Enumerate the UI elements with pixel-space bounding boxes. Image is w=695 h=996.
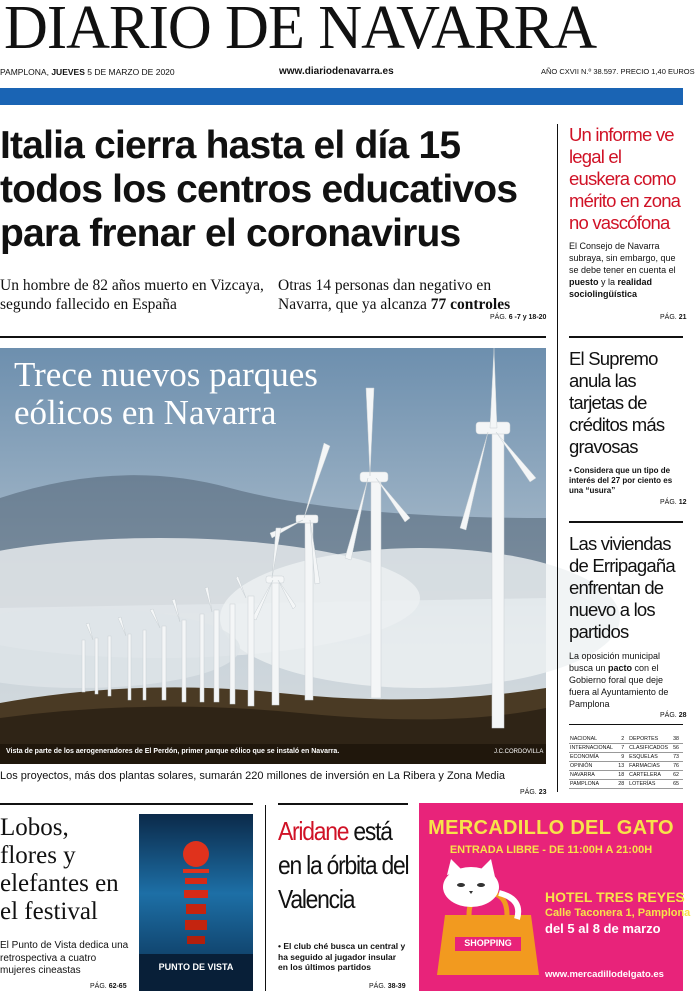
index-row	[569, 762, 683, 771]
photo-subtitle: Los proyectos, más dos plantas solares, sumarán 220 millones de inversión en La Ribera y Zona Media	[0, 770, 506, 782]
mercadillo-ad[interactable]	[419, 803, 691, 991]
index-page: 65	[671, 780, 683, 789]
photo-caption: Vista de parte de los aerogeneradores de El Perdón, primer parque eólico que se instaló en Navarra.	[6, 748, 340, 755]
main-page-ref: PÁG. 6 -7 y 18-20	[490, 314, 547, 321]
index-row	[569, 780, 683, 789]
index-section: ESQUELAS	[628, 753, 671, 762]
festival-headline[interactable]: Lobos, flores y elefantes en el festival	[0, 814, 119, 925]
story-supremo-headline[interactable]: El Supremo anula las tarjetas de créditos más gravosas	[569, 348, 665, 457]
divider	[569, 724, 683, 725]
aridane-bullet: • El club ché busca un central y ha seguido al jugador insular en los últimos partidos	[278, 941, 406, 972]
festival-page-ref: PÁG. 62-65	[90, 983, 127, 990]
story-supremo-bullet: • Considera que un tipo de interés del 27 por ciento es una “usura”	[569, 466, 673, 495]
index-section: CLASIFICADOS	[628, 744, 671, 753]
ad-url[interactable]: www.mercadillodelgato.es	[545, 969, 664, 980]
index-page: 38	[671, 735, 683, 744]
index-section: CARTELERA	[628, 771, 671, 780]
aridane-page-ref: PÁG. 38-39	[369, 983, 406, 990]
divider	[0, 803, 253, 805]
main-headline[interactable]: Italia cierra hasta el día 15 todos los centros educativos para frenar el coronavirus	[0, 124, 518, 255]
index-row	[569, 735, 683, 744]
bullet-icon: •	[278, 941, 284, 951]
index-row	[569, 753, 683, 762]
index-row	[569, 771, 683, 780]
divider	[278, 803, 408, 805]
photo-credit: J.C.CORDOVILLA	[494, 749, 544, 755]
column-divider	[265, 805, 266, 991]
index-row	[569, 744, 683, 753]
divider	[569, 336, 683, 338]
ad-subtitle: ENTRADA LIBRE - DE 11:00H A 21:00H	[449, 844, 653, 856]
index-section: NAVARRA	[569, 771, 617, 780]
index-section: FARMACIAS	[628, 762, 671, 771]
ad-bag-label: SHOPPING	[464, 938, 512, 948]
story-euskera-headline[interactable]: Un informe ve legal el euskera como mérito en zona no vascófona	[569, 124, 681, 233]
index-section: NACIONAL	[569, 735, 617, 744]
main-subhead-left: Un hombre de 82 años muerto en Vizcaya, segundo fallecido en España	[0, 277, 264, 313]
photo-headline[interactable]: Trece nuevos parques eólicos en Navarra	[14, 355, 318, 432]
dateline: PAMPLONA, JUEVES 5 DE MARZO DE 2020	[0, 67, 175, 77]
festival-text: El Punto de Vista dedica una retrospectiva a cuatro mujeres cineastas	[0, 940, 129, 976]
edition-info: AÑO CXVII N.º 38.597. PRECIO 1,40 EUROS	[541, 67, 695, 76]
index-page: 13	[617, 762, 629, 771]
index-page: 56	[671, 744, 683, 753]
story-erripagana-headline[interactable]: Las viviendas de Erripagaña enfrentan de nuevo a los partidos	[569, 533, 675, 642]
index-page: 9	[617, 753, 629, 762]
index-section: ECONOMÍA	[569, 753, 617, 762]
masthead-logo: DIARIO DE NAVARRA	[4, 0, 597, 62]
index-section: PAMPLONA	[569, 780, 617, 789]
ad-hotel: HOTEL TRES REYES	[545, 889, 685, 905]
story-erripagana-page-ref: PÁG. 28	[660, 712, 687, 719]
index-page: 2	[617, 735, 629, 744]
index-page: 76	[671, 762, 683, 771]
column-divider	[557, 124, 558, 792]
ad-dates: del 5 al 8 de marzo	[545, 921, 661, 936]
divider	[569, 521, 683, 523]
index-page: 7	[617, 744, 629, 753]
index-page: 62	[671, 771, 683, 780]
festival-poster[interactable]	[139, 814, 253, 991]
website-link[interactable]: www.diariodenavarra.es	[279, 66, 394, 77]
index-section: DEPORTES	[628, 735, 671, 744]
aridane-headline[interactable]: Aridane está en la órbita del Valencia	[278, 816, 409, 914]
story-euskera-text: El Consejo de Navarra subraya, sin embargo, que se debe tener en cuenta el puesto y la realidad sociolingüística	[569, 241, 676, 299]
blue-header-bar	[0, 88, 683, 105]
story-erripagana-text: La oposición municipal busca un pacto con el Gobierno foral que deje fuera al Ayuntamiento de Pamplona	[569, 651, 669, 709]
section-index	[569, 735, 683, 789]
index-page: 73	[671, 753, 683, 762]
main-subhead-right: Otras 14 personas dan negativo en Navarra, que ya alcanza 77 controles	[278, 277, 511, 313]
ad-title: MERCADILLO DEL GATO	[428, 817, 674, 839]
photo-page-ref: PÁG. 23	[520, 789, 547, 796]
story-supremo-page-ref: PÁG. 12	[660, 499, 687, 506]
poster-label: PUNTO DE VISTA	[158, 962, 234, 972]
divider	[0, 336, 546, 338]
index-section: INTERNACIONAL	[569, 744, 617, 753]
cat-shopping-bag-icon	[433, 863, 543, 979]
index-page: 28	[617, 780, 629, 789]
story-euskera-page-ref: PÁG. 21	[660, 314, 687, 321]
index-section: LOTERÍAS	[628, 780, 671, 789]
index-section: OPINIÓN	[569, 762, 617, 771]
ad-address: Calle Taconera 1, Pamplona	[545, 907, 691, 919]
index-page: 18	[617, 771, 629, 780]
bullet-icon: •	[569, 466, 575, 475]
